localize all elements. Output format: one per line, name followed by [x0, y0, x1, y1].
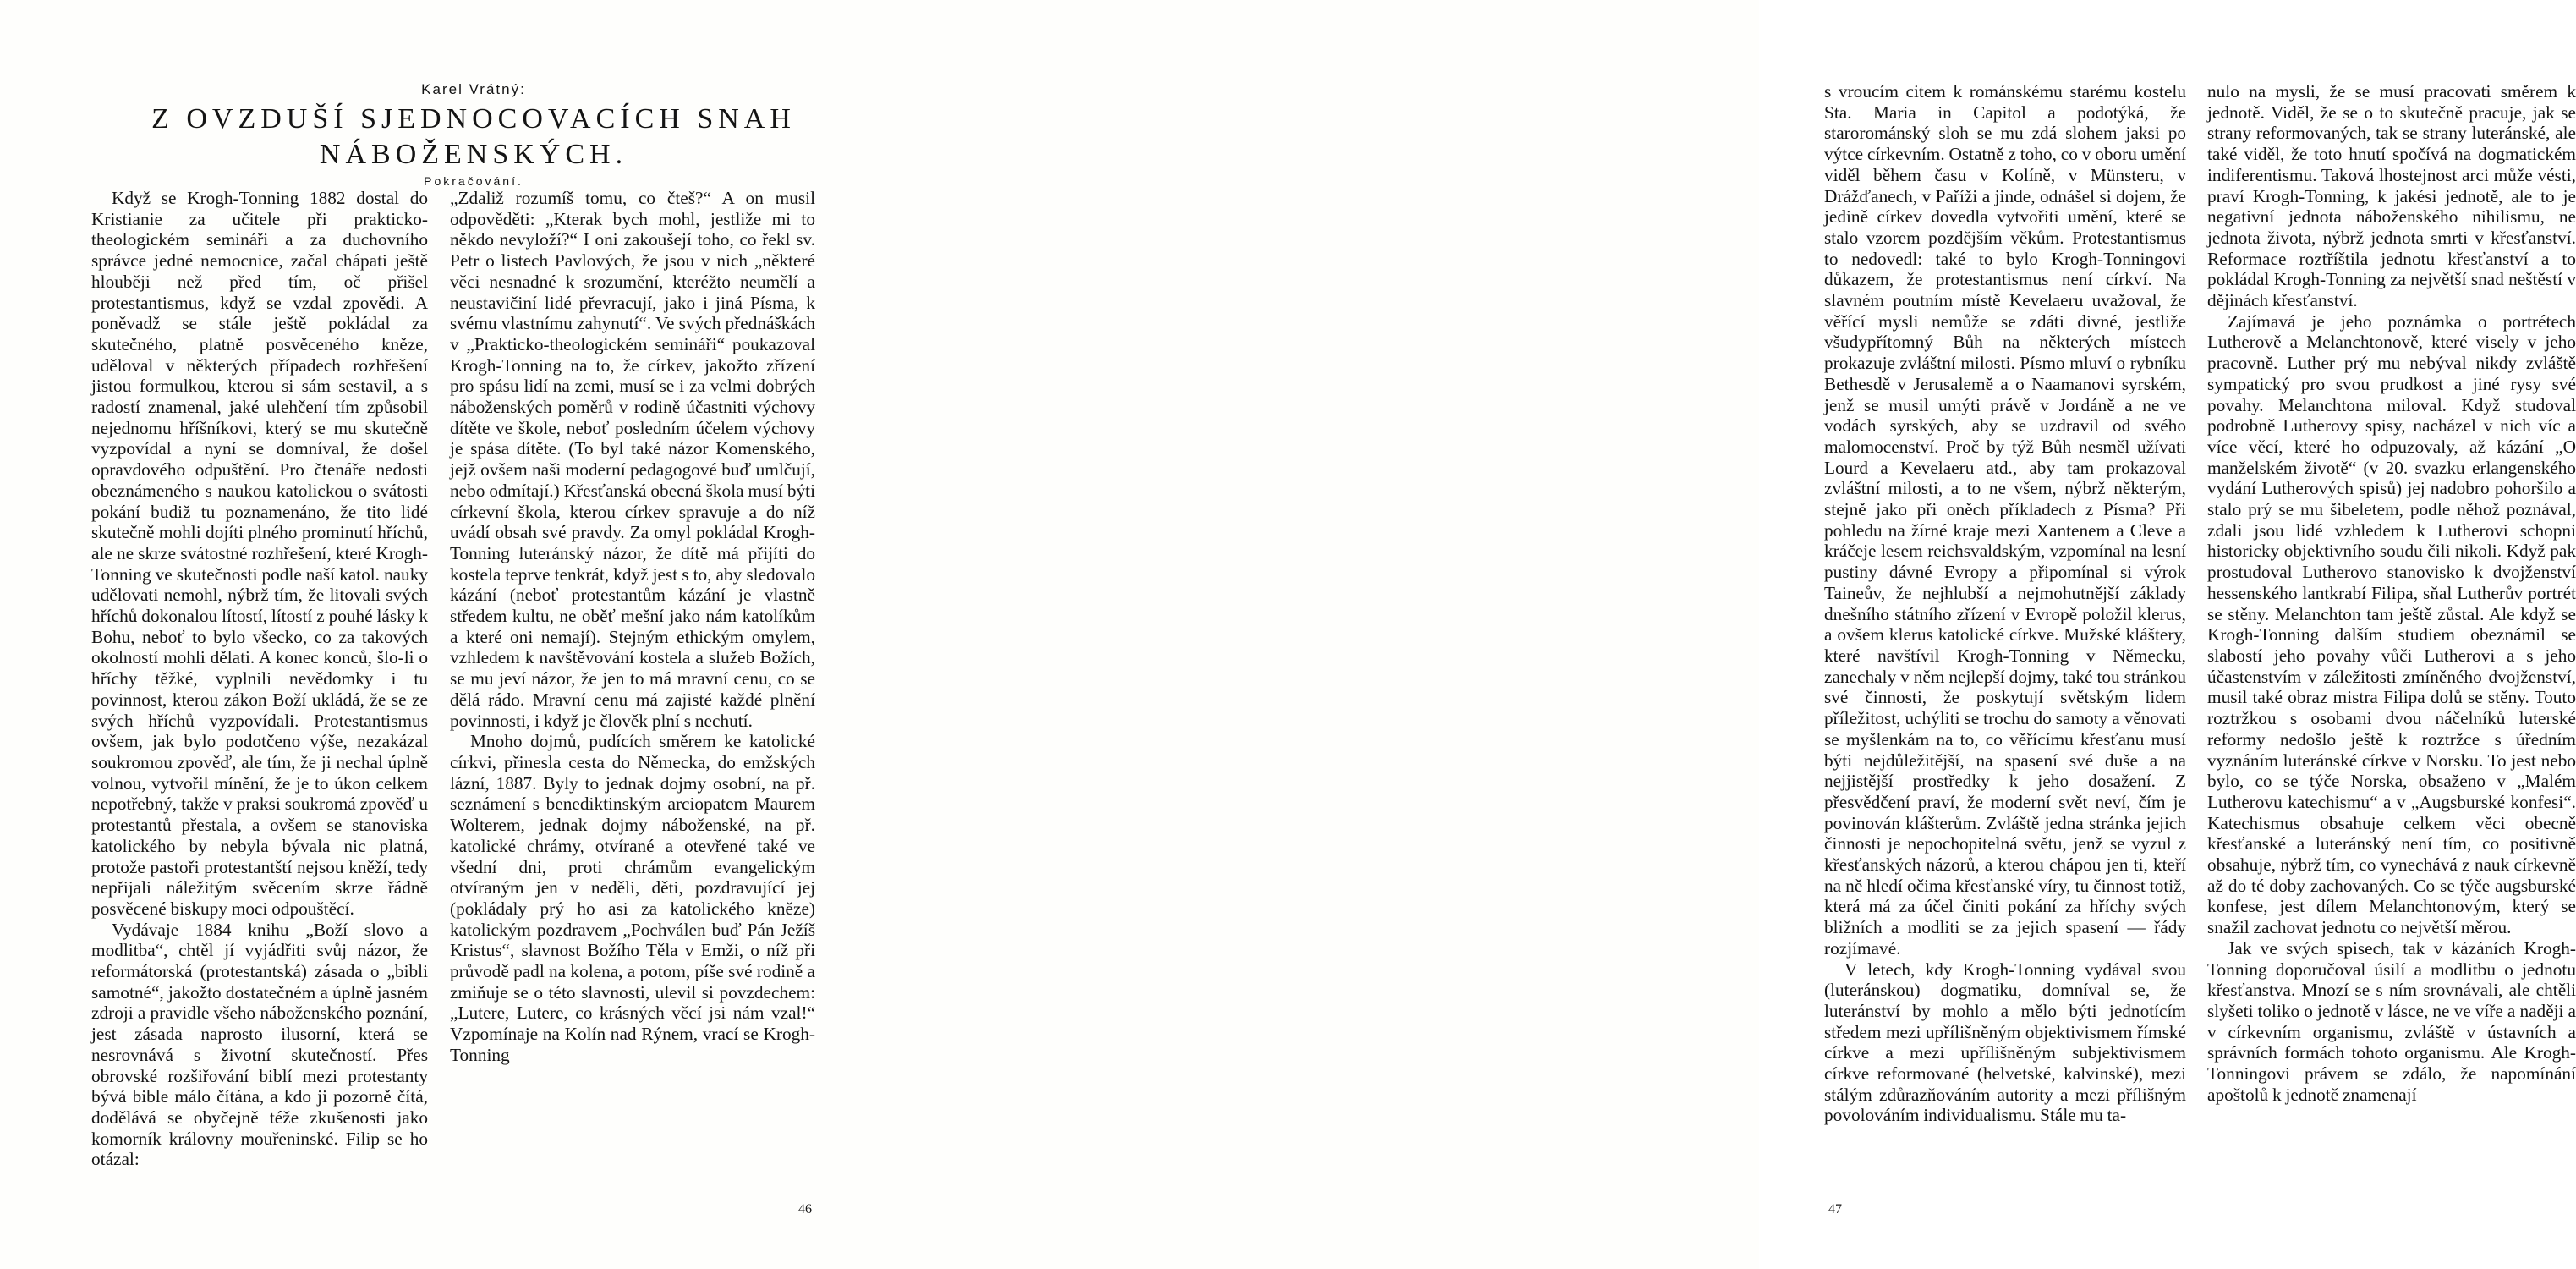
title-line-1: Z OVZDUŠÍ SJEDNOCOVACÍCH SNAH — [151, 103, 796, 135]
text-column-2 — [450, 188, 815, 1066]
paragraph: s vroucím citem k románskému starému kostelu Sta. Maria in Capitol a podotýká, že starorománský sloh se mu zdá slohem jaksi po výtce církevním. Ostatně z toho, co v oboru umění viděl během času v Kolíně, v Münsteru, v Drážďanech, v Paříži a jinde, odnášel si dojem, že jedině církev dovedla vytvořiti umění, které se stalo vzorem pozdějším věkům. Protestantismus to nedovedl: také to bylo Krogh-Tonningovi důkazem, že protestantismus není církví. Na slavném poutním místě Kevelaeru uvažoval, že věřící mysli nemůže se zdáti divné, jestliže všudypřítomný Bůh na některých místech prokazuje zvláštní milosti. Písmo mluví o rybníku Bethesdě v Jerusalemě a o Naamanovi syrském, jenž se musil umýti právě v Jordáně a ne ve vodách syrských, aby se uzdravil od svého malomocenství. Proč by týž Bůh nesměl užívati Lourd a Kevelaeru atd., aby tam prokazoval zvláštní milosti, a to ne všem, nýbrž některým, stejně jako při oněch příkladech z Písma? Při pohledu na žírné kraje mezi Xantenem a Cleve a kráčeje lesem reichsvaldským, vzpomínal na lesní pustiny dávné Evropy a připomínal si výrok Taineův, že nejhlubší a nejmohutnější základy dnešního státního zřízení v Evropě položil klerus, a ovšem klerus katolické církve. Mužské kláštery, které navštívil Krogh-Tonning v Německu, zanechaly v něm nejlepší dojmy, také tou stránkou své činnosti, že poskytují světským lidem příležitost, uchýliti se trochu do samoty a věnovati se myšlenkám na to, co věřícímu křesťanu musí býti nejdůležitější, na spasení své duše a na nejjistější prostředky k jeho dosažení. Z přesvědčení praví, že moderní svět neví, čím je povinován klášterům. Zvláště jedna stránka jejich činnosti je nepochopitelná světu, jenž se vyzul z křesťanských názorů, a kterou chápou jen ti, kteří na ně hledí očima křesťanské víry, tu činnost totiž, která má za účel činiti pokání za hříchy svých bližních a modliti se za jejich spasení — řády rozjímavé. — [1824, 81, 2186, 959]
paragraph: „Zdaliž rozumíš tomu, co čteš?“ A on musil odpověděti: „Kterak bych mohl, jestliže mi to někdo nevyloží?“ I oni zakoušejí toho, co řekl sv. Petr o listech Pavlových, že jsou v nich „některé věci nesnadné k srozumění, kteréžto neumělí a neustavičiní lidé převracují, jako i jiná Písma, k svému vlastnímu zahynutí“. Ve svých přednáškách v „Prakticko-theologickém semináři“ poukazoval Krogh-Tonning na to, že církev, jakožto zřízení pro spásu lidí na zemi, musí se i za velmi dobrých náboženských poměrů v rodině účastniti výchovy dítěte ve škole, neboť posledním účelem výchovy je spása dítěte. (To byl také názor Komenského, jejž ovšem naši moderní pedagogové buď umlčují, nebo odmítají.) Křesťanská obecná škola musí býti církevní škola, kterou církev spravuje a do níž uvádí obsah své pravdy. Za omyl pokládal Krogh-Tonning luteránský názor, že dítě má přijíti do kostela teprve tenkrát, když jest s to, aby sledovalo kázání (neboť protestantům kázání je vlastně středem kultu, ne oběť mešní jako nám katolíkům a které oni nemají). Stejným ethickým omylem, vzhledem k navštěvování kostela a služeb Božích, se mu jeví názor, že jen to má mravní cenu, co se dělá rádo. Mravní cenu má zajisté každé plnění povinnosti, i když je člověk plní s nechutí. — [450, 188, 815, 731]
author-name: Karel Vrátný: — [421, 81, 526, 97]
paragraph: Jak ve svých spisech, tak v kázáních Krogh-Tonning doporučoval úsilí a modlitbu o jednotu křesťanstva. Mnozí se s ním srovnávali, ale chtěli slyšeti toliko o jednotě v lásce, ne ve víře a naději a v církevním organismu, zvláště v ústavních a správních formách tohoto organismu. Ale Krogh-Tonningovi právem se zdálo, že napomínání apoštolů k jednotě znamenají — [2207, 937, 2576, 1105]
article-title — [127, 102, 820, 173]
text-column-4 — [2207, 81, 2576, 1105]
title-line-2: NÁBOŽENSKÝCH. — [319, 139, 628, 170]
paragraph: Mnoho dojmů, pudících směrem ke katolické církvi, přinesla cesta do Německa, do emžských lázní, 1887. Byly to jednak dojmy osobní, na př. seznámení s benediktinským arciopatem Maurem Wolterem, jednak dojmy náboženské, na př. katolické chrámy, otvírané a otevřené také ve všední dni, proti chrámům evangelickým otvíraným jen v neděli, děti, pozdravující jej (pokládaly prý ho asi za katolického kněze) katolickým pozdravem „Pochválen buď Pán Ježíš Kristus“, slavnost Božího Těla v Emži, o níž při průvodě padl na kolena, a potom, píše své rodině a zmiňuje se o této slavnosti, ulevil si povzdechem: „Lutere, Lutere, co krásných věcí jsi nám vzal!“ Vzpomínaje na Kolín nad Rýnem, vrací se Krogh-Tonning — [450, 731, 815, 1065]
paragraph: Zajímavá je jeho poznámka o portrétech Lutherově a Melanchtonově, které visely v jeho pracovně. Luther prý mu nebýval nikdy zvláště sympatický pro svou prudkost a jiné rysy své povahy. Melanchtona miloval. Když studoval podrobně Lutherovy spisy, nacházel v nich víc a více věcí, které ho odpuzovaly, až kázání „O manželském životě“ (v 20. svazku erlangenského vydání Lutherových spisů) jej nadobro pohoršilo a stalo prý se mu šibeletem, podle něhož poznával, zdali jsou lidé vzhledem k Lutherovi schopni historicky objektivního soudu čili nikoli. Když pak prostudoval Lutherovo stanovisko k dvojženství hessenského lantkrabí Filipa, sňal Lutherův portrét se stěny. Melanchton tam ještě zůstal. Ale když se Krogh-Tonning dalším studiem obeznámil se slabostí jeho povahy vůči Lutherovi a s jeho účastenstvím v záležitosti zmíněného dvojženství, musil také obraz mistra Filipa dolů se stěny. Touto roztržkou s osobami dvou náčelníků luterské reformy nedošlo ještě k roztržce s úředním vyznáním luteránské církve v Norsku. To jest nebo bylo, co se týče Norska, obsaženo v „Malém Lutherovu katechismu“ a v „Augsburské konfesi“. Katechismus obsahuje celkem věci obecně křesťanské a luteránský není tím, co positivně obsahuje, nýbrž tím, co vynechává z nauk církevně až do té doby zachovaných. Co se týče augsburské konfese, jest dílem Melanchtonovým, který se snažil zachovat jednotu co největší měrou. — [2207, 310, 2576, 938]
paragraph: Když se Krogh-Tonning 1882 dostal do Kristianie za učitele při prakticko-theologickém semináři a za duchovního správce jedné nemocnice, začal chápati ještě hlouběji než před tím, oč přišel protestantismus, když se vzdal zpovědi. A poněvadž se stále ještě pokládal za skutečného, platně posvěceného kněze, uděloval v některých případech rozhřešení jistou formulkou, kterou si sám sestavil, a s radostí znamenal, jaké ulehčení tím způsobil nejednomu hříšníkovi, který se mu skutečně vyzpovídal a nyní se domníval, že došel opravdového odpuštění. Pro čtenáře nedosti obeznámeného s naukou katolickou o svátosti pokání budiž tu poznamenáno, že tito lidé skutečně mohli dojíti plného prominutí hříchů, ale ne skrze svátostné rozhřešení, které Krogh-Tonning ve skutečnosti podle naší katol. nauky udělovati nemohl, nýbrž tím, že litovali svých hříchů dokonalou lítostí, lítostí z pouhé lásky k Bohu, neboť to bylo všecko, co za takových okolností mohli dělati. A konec konců, šlo-li o hříchy těžké, vyplnili nevědomky i tu povinnost, kterou zákon Boží ukládá, že se ze svých hříchů vyzpovídali. Protestantismus ovšem, jak bylo podotčeno výše, nezakázal soukromou zpověď, ale tím, že ji nechal úplně volnou, vytvořil mínění, že je to úkon celkem nepotřebný, takže v praksi soukromá zpověď u protestantů přestala, a ovšem se stanoviska katolického by nebyla bývala nic platná, protože pastoři protestantští nejsou kněží, tedy nepřijali náležitým svěcením skrze řádně posvěcené biskupy moci odpouštěcí. — [91, 188, 428, 919]
left-page — [0, 0, 880, 1269]
page-number-left: 46 — [798, 1202, 812, 1217]
text-column-3 — [1824, 81, 2186, 1126]
paragraph: Vydávaje 1884 knihu „Boží slovo a modlitba“, chtěl jí vyjádřiti svůj názor, že reformátorská (protestantská) zásada o „bibli samotné“, jakožto dostatečném a úplně jasném zdroji a pravidle všeho náboženského poznání, jest zásada naprosto ilusorní, která se nesrovnává s životní skutečností. Přes obrovské rozšiřování biblí mezi protestanty bývá bible málo čítána, a kdo ji pozorně čítá, dodělává se obyčejně téže zkušenosti jako komorník královny mouřeninské. Filip se ho otázal: — [91, 919, 428, 1170]
right-page — [880, 0, 2576, 1269]
continuation-label: Pokračování. — [424, 174, 523, 188]
paragraph: V letech, kdy Krogh-Tonning vydával svou (luteránskou) dogmatiku, domníval se, že luteránství by mohlo a mělo býti jednotícím středem mezi upřílišněným objektivismem římské církve a mezi upřílišněným subjektivismem církve reformované (helvetské, kalvinské), mezi stálým zdůrazňováním autority a mezi přílišným povolováním individualismu. Stále mu ta- — [1824, 959, 2186, 1126]
paragraph: nulo na mysli, že se musí pracovati směrem k jednotě. Viděl, že se o to skutečně pracuje, jak se strany reformovaných, tak se strany luteránské, ale také viděl, že toto hnutí spočívá na dogmatickém indiferentismu. Taková lhostejnost arci může vésti, praví Krogh-Tonning, k jakési jednotě, ale to je negativní jednota náboženského nihilismu, ne jednota života, nýbrž jednota smrti v křesťanství. Reformace roztříštila jednotu křesťanství a to pokládal Krogh-Tonning za největší snad neštěstí v dějinách křesťanství. — [2207, 81, 2576, 311]
page-number-right: 47 — [1828, 1202, 1842, 1217]
text-column-1 — [91, 188, 428, 1170]
